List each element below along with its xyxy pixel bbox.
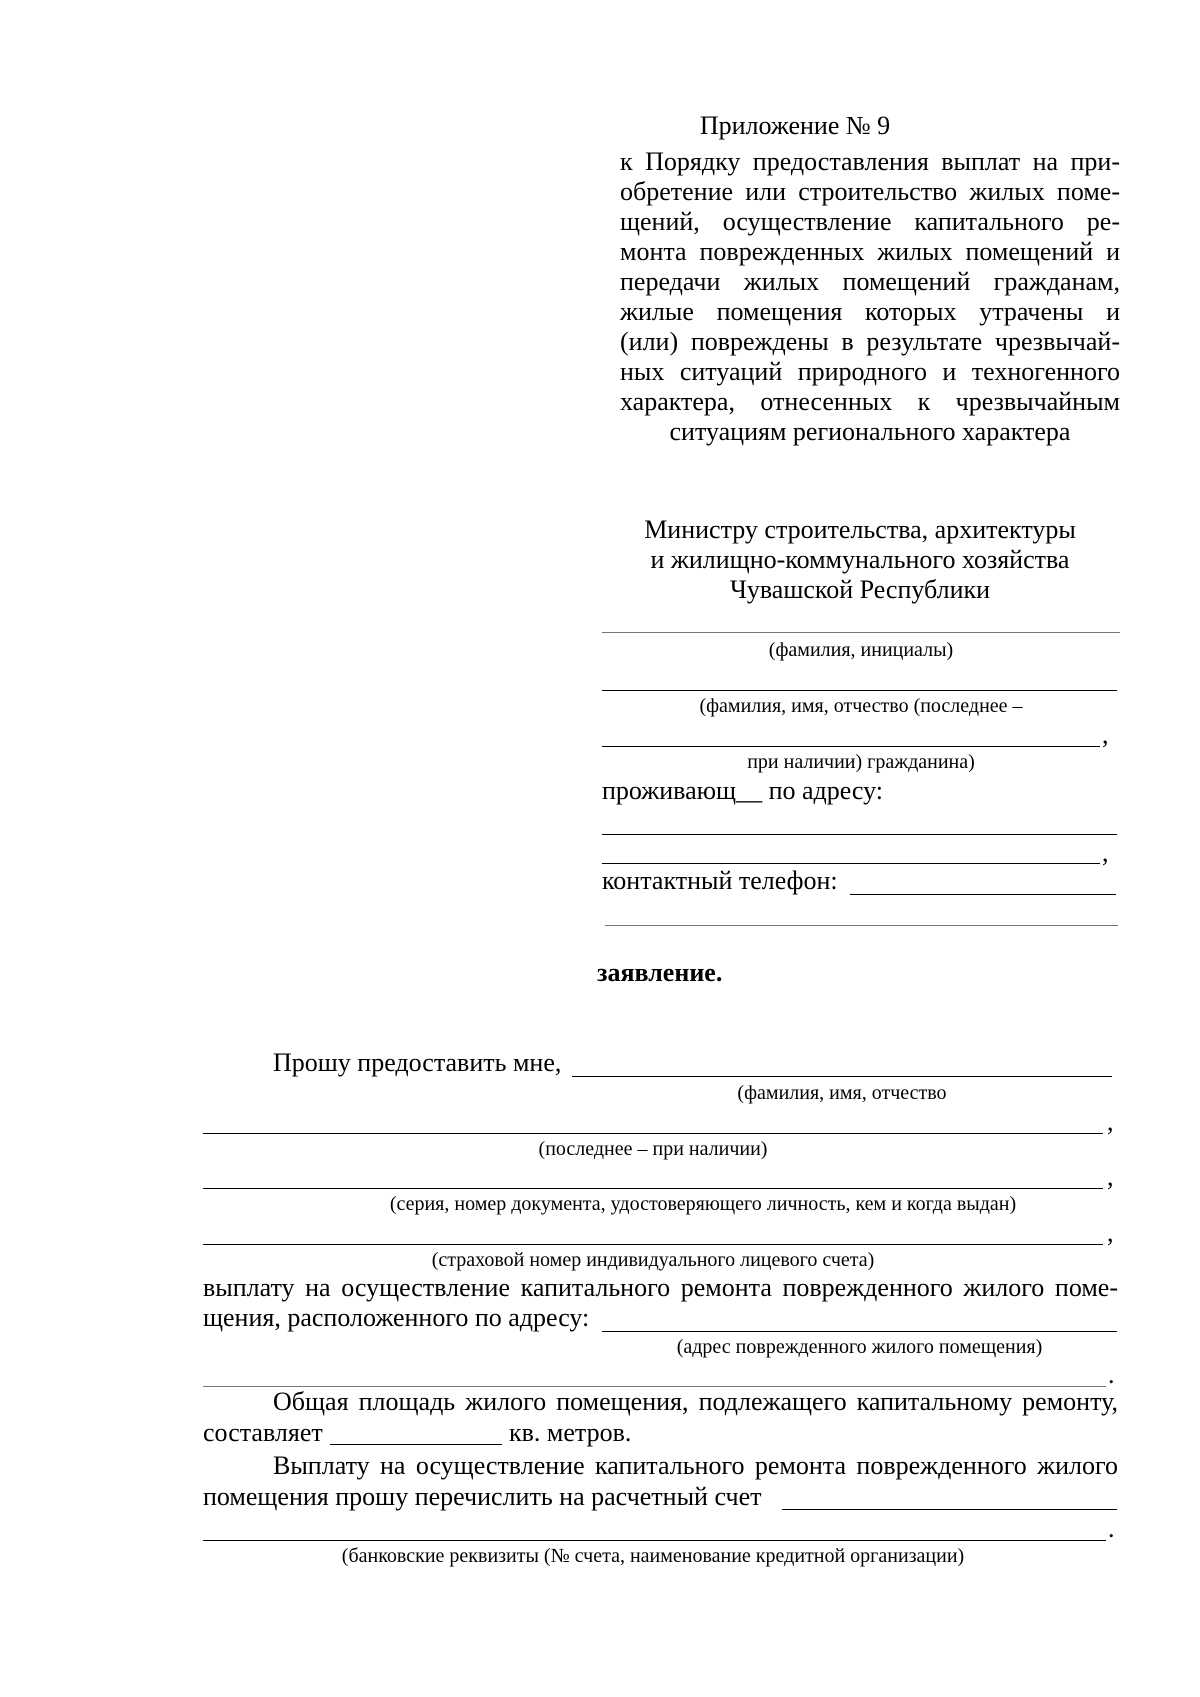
payment-line-1: выплату на осуществление капитального ремонта поврежденного жилого поме- [203,1273,1118,1302]
initials-caption: (фамилия, инициалы) [768,639,954,661]
account-line[interactable] [782,1509,1117,1510]
fio-line-1[interactable] [602,690,1117,691]
appendix-line: монта поврежденных жилых помещений и [620,237,1120,266]
initials-line[interactable] [602,632,1120,633]
fio-caption-1: (фамилия, имя, отчество (последнее – [699,695,1023,717]
appendix-description [620,147,1120,447]
transfer-line-1: Выплату на осуществление капитального ремонта поврежденного жилого [273,1451,1118,1480]
appendix-line: к Порядку предоставления выплат на при- [620,147,1120,176]
appendix-line: щений, осуществление капитального ре- [620,207,1120,236]
period: . [1108,1360,1115,1389]
appendix-line: жилые помещения которых утрачены и [620,297,1120,326]
comma: , [1102,720,1109,749]
address-line-2[interactable] [602,863,1100,864]
appendix-line: передачи жилых помещений гражданам, [620,267,1120,296]
fio-line-b[interactable] [203,1133,1103,1134]
separator-line [605,925,1118,926]
fio-caption-2: при наличии) гражданина) [747,751,975,773]
address-line-1[interactable] [602,834,1117,835]
fio-line-2[interactable] [602,746,1100,747]
comma: , [1107,1107,1114,1136]
appendix-line: (или) повреждены в результате чрезвычай- [620,327,1120,356]
comma: , [1107,1162,1114,1191]
addressee-line: Чувашской Республики [729,575,991,604]
request-label: Прошу предоставить мне, [273,1048,562,1077]
appendix-line: ных ситуаций природного и техногенного [620,357,1120,386]
appendix-title: Приложение № 9 [699,111,891,140]
area-line-1: Общая площадь жилого помещения, подлежащего капитальному ремонту, [273,1387,1118,1416]
appendix-line: ситуациям регионального характера [669,417,1071,446]
addressee-block [600,515,1120,605]
request-fio-line[interactable] [572,1076,1112,1077]
area-label-after: кв. метров. [509,1418,632,1447]
period: . [1108,1514,1115,1543]
payment-address-line[interactable] [602,1331,1117,1332]
residing-label: проживающ__ по адресу: [602,776,884,805]
fio-caption-b: (последнее – при наличии) [538,1138,768,1160]
area-value-line[interactable] [330,1444,502,1445]
area-label-before: составляет [203,1418,323,1447]
comma: , [1102,838,1109,867]
appendix-line: характера, отнесенных к чрезвычайным [620,387,1120,416]
payment-address-label: щения, расположенного по адресу: [203,1303,590,1332]
phone-line[interactable] [850,894,1116,895]
bank-details-line[interactable] [203,1540,1106,1541]
comma: , [1107,1218,1114,1247]
statement-title: заявление. [597,958,723,987]
document-line[interactable] [203,1188,1103,1189]
address-caption: (адрес поврежденного жилого помещения) [676,1336,1043,1358]
phone-label: контактный телефон: [602,866,838,895]
appendix-line: обретение или строительство жилых поме- [620,177,1120,206]
bank-caption: (банковские реквизиты (№ счета, наименование кредитной организации) [341,1545,965,1567]
snils-line[interactable] [203,1244,1103,1245]
fio-caption-a: (фамилия, имя, отчество [737,1082,947,1104]
snils-caption: (страховой номер индивидуального лицевого счета) [431,1249,875,1271]
addressee-line: Министру строительства, архитектуры [644,515,1076,544]
document-caption: (серия, номер документа, удостоверяющего личность, кем и когда выдан) [389,1193,1017,1215]
transfer-label: помещения прошу перечислить на расчетный счет [203,1482,762,1511]
addressee-line: и жилищно-коммунального хозяйства [650,545,1070,574]
